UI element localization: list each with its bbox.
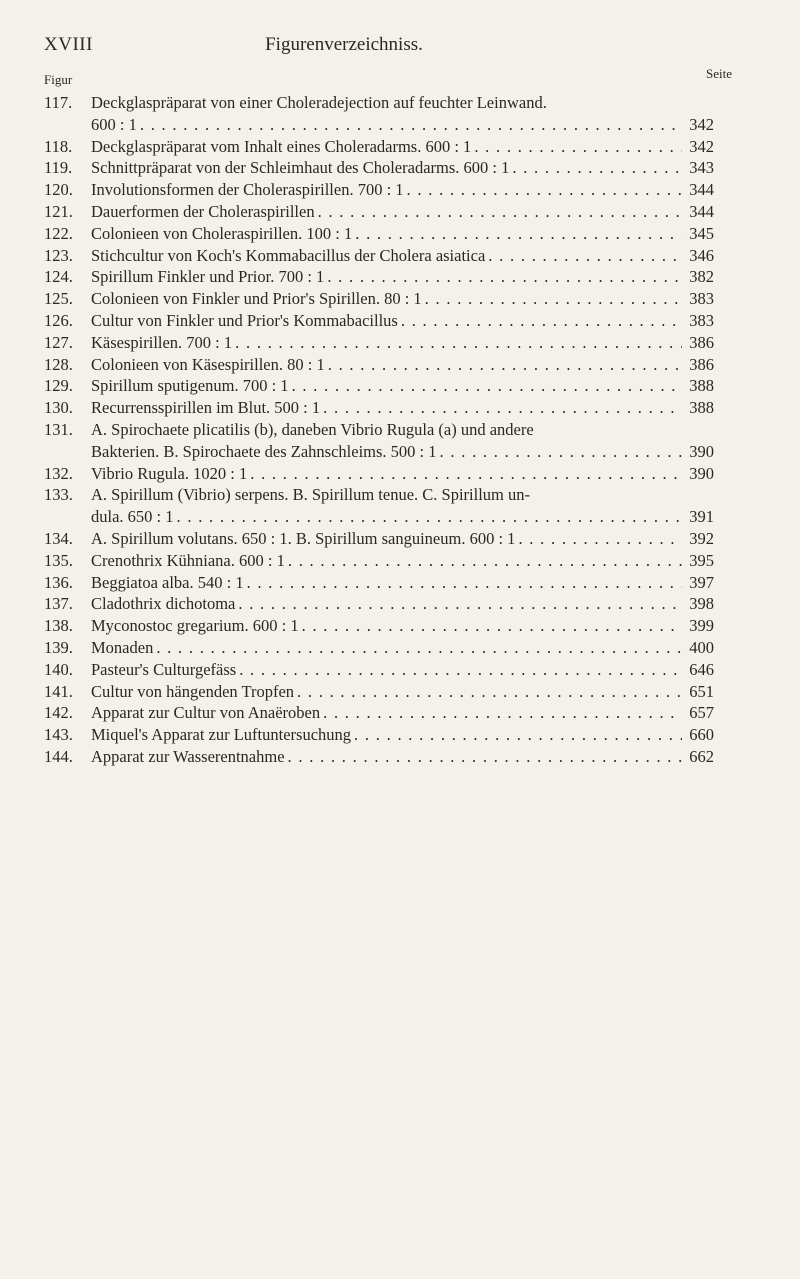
list-item xyxy=(44,681,714,703)
caption-line: dula. 650 : 1 xyxy=(91,507,174,527)
figure-number: 118. xyxy=(44,136,73,156)
caption-line: Pasteur's Culturgefäss xyxy=(91,659,237,679)
list-item xyxy=(44,332,714,354)
list-item xyxy=(44,550,714,572)
page-number: 388 xyxy=(689,398,714,418)
caption-line: Spirillum Finkler und Prior. 700 : 1 xyxy=(91,267,325,287)
figure-caption xyxy=(91,681,714,703)
dot-leader xyxy=(324,266,682,288)
list-item xyxy=(44,528,714,550)
dot-leader xyxy=(351,724,682,746)
figure-caption xyxy=(91,375,714,397)
figure-caption xyxy=(91,484,714,528)
page-number: 392 xyxy=(689,528,714,548)
caption-line: 600 : 1 xyxy=(91,114,137,134)
list-item xyxy=(44,659,714,681)
figure-caption xyxy=(91,201,714,223)
list-item xyxy=(44,288,714,310)
page-number: 342 xyxy=(689,136,714,156)
page-number: 383 xyxy=(689,310,714,330)
page-title: Figurenverzeichniss. xyxy=(265,34,423,55)
caption-line: Deckglaspräparat von einer Choleradejection auf feuchter Leinwand. xyxy=(91,93,547,112)
figure-number: 125. xyxy=(44,289,73,309)
list-item xyxy=(44,702,714,724)
figure-caption xyxy=(91,266,714,288)
figure-number: 134. xyxy=(44,528,73,548)
list-item xyxy=(44,375,714,397)
caption-line: Cladothrix dichotoma xyxy=(91,594,236,614)
figure-number: 137. xyxy=(44,594,73,614)
dot-leader xyxy=(285,550,682,572)
caption-line: Involutionsformen der Choleraspirillen. 700 : 1 xyxy=(91,180,404,200)
caption-line: Stichcultur von Koch's Kommabacillus der Cholera asiatica xyxy=(91,245,486,265)
dot-leader xyxy=(236,659,682,681)
caption-line: Spirillum sputigenum. 700 : 1 xyxy=(91,376,289,396)
list-item xyxy=(44,572,714,594)
column-label-figur: Figur xyxy=(44,72,73,87)
figure-caption xyxy=(91,572,714,594)
list-item xyxy=(44,419,714,463)
figure-number: 130. xyxy=(44,398,73,418)
page-number: 399 xyxy=(689,616,714,636)
page-number: 662 xyxy=(689,746,714,766)
dot-leader xyxy=(404,179,682,201)
page-number: 395 xyxy=(689,550,714,570)
caption-line: Colonieen von Käsespirillen. 80 : 1 xyxy=(91,354,325,374)
figure-number: 121. xyxy=(44,201,73,221)
page-number: 388 xyxy=(689,376,714,396)
caption-line: Dauerformen der Choleraspirillen xyxy=(91,201,315,221)
dot-leader xyxy=(352,223,682,245)
page-number: 398 xyxy=(689,594,714,614)
list-item xyxy=(44,157,714,179)
dot-leader xyxy=(325,354,682,376)
figure-caption xyxy=(91,157,714,179)
dot-leader xyxy=(299,615,682,637)
figure-number: 119. xyxy=(44,158,73,178)
list-item xyxy=(44,615,714,637)
figure-caption xyxy=(91,288,714,310)
figure-caption xyxy=(91,463,714,485)
dot-leader xyxy=(509,157,682,179)
figure-caption xyxy=(91,92,714,136)
page-number: 386 xyxy=(689,332,714,352)
caption-line: Recurrensspirillen im Blut. 500 : 1 xyxy=(91,398,321,418)
caption-line: Colonieen von Choleraspirillen. 100 : 1 xyxy=(91,223,353,243)
figure-caption xyxy=(91,746,714,768)
figure-number: 128. xyxy=(44,354,73,374)
dot-leader xyxy=(485,245,682,267)
list-item xyxy=(44,136,714,158)
list-item xyxy=(44,593,714,615)
dot-leader xyxy=(174,506,683,528)
page-number: 400 xyxy=(689,637,714,657)
figure-number: 120. xyxy=(44,180,73,200)
dot-leader xyxy=(315,201,682,223)
list-item xyxy=(44,266,714,288)
caption-line: Schnittpräparat von der Schleimhaut des Choleradarms. 600 : 1 xyxy=(91,158,510,178)
figure-number: 123. xyxy=(44,245,73,265)
figure-number: 143. xyxy=(44,725,73,745)
list-item xyxy=(44,245,714,267)
list-item xyxy=(44,201,714,223)
dot-leader xyxy=(320,702,682,724)
figure-number: 124. xyxy=(44,267,73,287)
figure-caption xyxy=(91,223,714,245)
figure-caption xyxy=(91,136,714,158)
figure-caption xyxy=(91,354,714,376)
figure-number: 127. xyxy=(44,332,73,352)
caption-line: Käsespirillen. 700 : 1 xyxy=(91,332,233,352)
caption-line: Cultur von Finkler und Prior's Kommabacillus xyxy=(91,310,398,330)
dot-leader xyxy=(137,114,682,136)
list-item xyxy=(44,179,714,201)
page-number: 382 xyxy=(689,267,714,287)
page-number: 391 xyxy=(689,507,714,527)
list-item xyxy=(44,463,714,485)
figure-caption xyxy=(91,615,714,637)
dot-leader xyxy=(422,288,682,310)
figure-list xyxy=(44,92,714,768)
page-number: 651 xyxy=(689,681,714,701)
figure-caption xyxy=(91,550,714,572)
caption-line: A. Spirochaete plicatilis (b), daneben Vibrio Rugula (a) und andere xyxy=(91,419,534,439)
page-number: 345 xyxy=(689,223,714,243)
dot-leader xyxy=(294,681,682,703)
page-number: 344 xyxy=(689,201,714,221)
caption-line: A. Spirillum volutans. 650 : 1. B. Spirillum sanguineum. 600 : 1 xyxy=(91,528,516,548)
figure-caption xyxy=(91,724,714,746)
list-item xyxy=(44,724,714,746)
page-number: 386 xyxy=(689,354,714,374)
page-number: 346 xyxy=(689,245,714,265)
page-number: 397 xyxy=(689,572,714,592)
caption-line: Crenothrix Kühniana. 600 : 1 xyxy=(91,550,285,570)
figure-number: 131. xyxy=(44,419,73,439)
dot-leader xyxy=(320,397,682,419)
caption-line: Colonieen von Finkler und Prior's Spirillen. 80 : 1 xyxy=(91,289,422,309)
page-number: 646 xyxy=(689,659,714,679)
caption-line: A. Spirillum (Vibrio) serpens. B. Spirillum tenue. C. Spirillum un- xyxy=(91,485,530,505)
list-item xyxy=(44,354,714,376)
page-number: 344 xyxy=(689,180,714,200)
caption-line: Beggiatoa alba. 540 : 1 xyxy=(91,572,244,592)
column-label-seite: Seite xyxy=(706,66,732,81)
dot-leader xyxy=(285,746,682,768)
caption-line: Apparat zur Cultur von Anaëroben xyxy=(91,703,321,723)
caption-line: Bakterien. B. Spirochaete des Zahnschleims. 500 : 1 xyxy=(91,441,437,461)
figure-number: 140. xyxy=(44,659,73,679)
figure-caption xyxy=(91,528,714,550)
caption-line: Miquel's Apparat zur Luftuntersuchung xyxy=(91,725,352,745)
figure-number: 142. xyxy=(44,703,73,723)
list-item xyxy=(44,223,714,245)
figure-number: 138. xyxy=(44,616,73,636)
dot-leader xyxy=(232,332,682,354)
figure-caption xyxy=(91,332,714,354)
caption-line: Deckglaspräparat vom Inhalt eines Choleradarms. 600 : 1 xyxy=(91,136,472,156)
list-item xyxy=(44,484,714,528)
dot-leader xyxy=(153,637,682,659)
dot-leader xyxy=(515,528,682,550)
figure-number: 135. xyxy=(44,550,73,570)
figure-number: 129. xyxy=(44,376,73,396)
figure-number: 136. xyxy=(44,572,73,592)
dot-leader xyxy=(437,441,682,463)
dot-leader xyxy=(247,463,682,485)
dot-leader xyxy=(289,375,682,397)
running-head xyxy=(44,34,664,58)
caption-line: Myconostoc gregarium. 600 : 1 xyxy=(91,616,299,636)
page-number: 343 xyxy=(689,158,714,178)
page-number: 390 xyxy=(689,441,714,461)
page-number: 657 xyxy=(689,703,714,723)
page-number: 390 xyxy=(689,463,714,483)
figure-number: 133. xyxy=(44,485,73,505)
figure-caption xyxy=(91,593,714,615)
figure-caption xyxy=(91,702,714,724)
figure-caption xyxy=(91,419,714,463)
figure-number: 126. xyxy=(44,310,73,330)
figure-caption xyxy=(91,179,714,201)
caption-line: Monaden xyxy=(91,637,154,657)
page-number: 660 xyxy=(689,725,714,745)
caption-line: Cultur von hängenden Tropfen xyxy=(91,681,295,701)
dot-leader xyxy=(244,572,682,594)
dot-leader xyxy=(235,593,682,615)
page-number: 342 xyxy=(689,114,714,134)
figure-number: 132. xyxy=(44,463,73,483)
figure-number: 122. xyxy=(44,223,73,243)
figure-number: 144. xyxy=(44,746,73,766)
list-item xyxy=(44,92,714,136)
dot-leader xyxy=(398,310,682,332)
list-item xyxy=(44,397,714,419)
list-item xyxy=(44,637,714,659)
caption-line: Vibrio Rugula. 1020 : 1 xyxy=(91,463,248,483)
figure-number: 141. xyxy=(44,681,73,701)
list-item xyxy=(44,746,714,768)
list-item xyxy=(44,310,714,332)
caption-line: Apparat zur Wasserentnahme xyxy=(91,746,285,766)
figure-caption xyxy=(91,245,714,267)
figure-number: 117. xyxy=(44,93,73,112)
figure-caption xyxy=(91,637,714,659)
figure-caption xyxy=(91,310,714,332)
figure-number: 139. xyxy=(44,637,73,657)
dot-leader xyxy=(471,136,682,158)
figure-caption xyxy=(91,659,714,681)
page-folio: XVIII xyxy=(44,34,93,55)
figure-caption xyxy=(91,397,714,419)
page-number: 383 xyxy=(689,289,714,309)
